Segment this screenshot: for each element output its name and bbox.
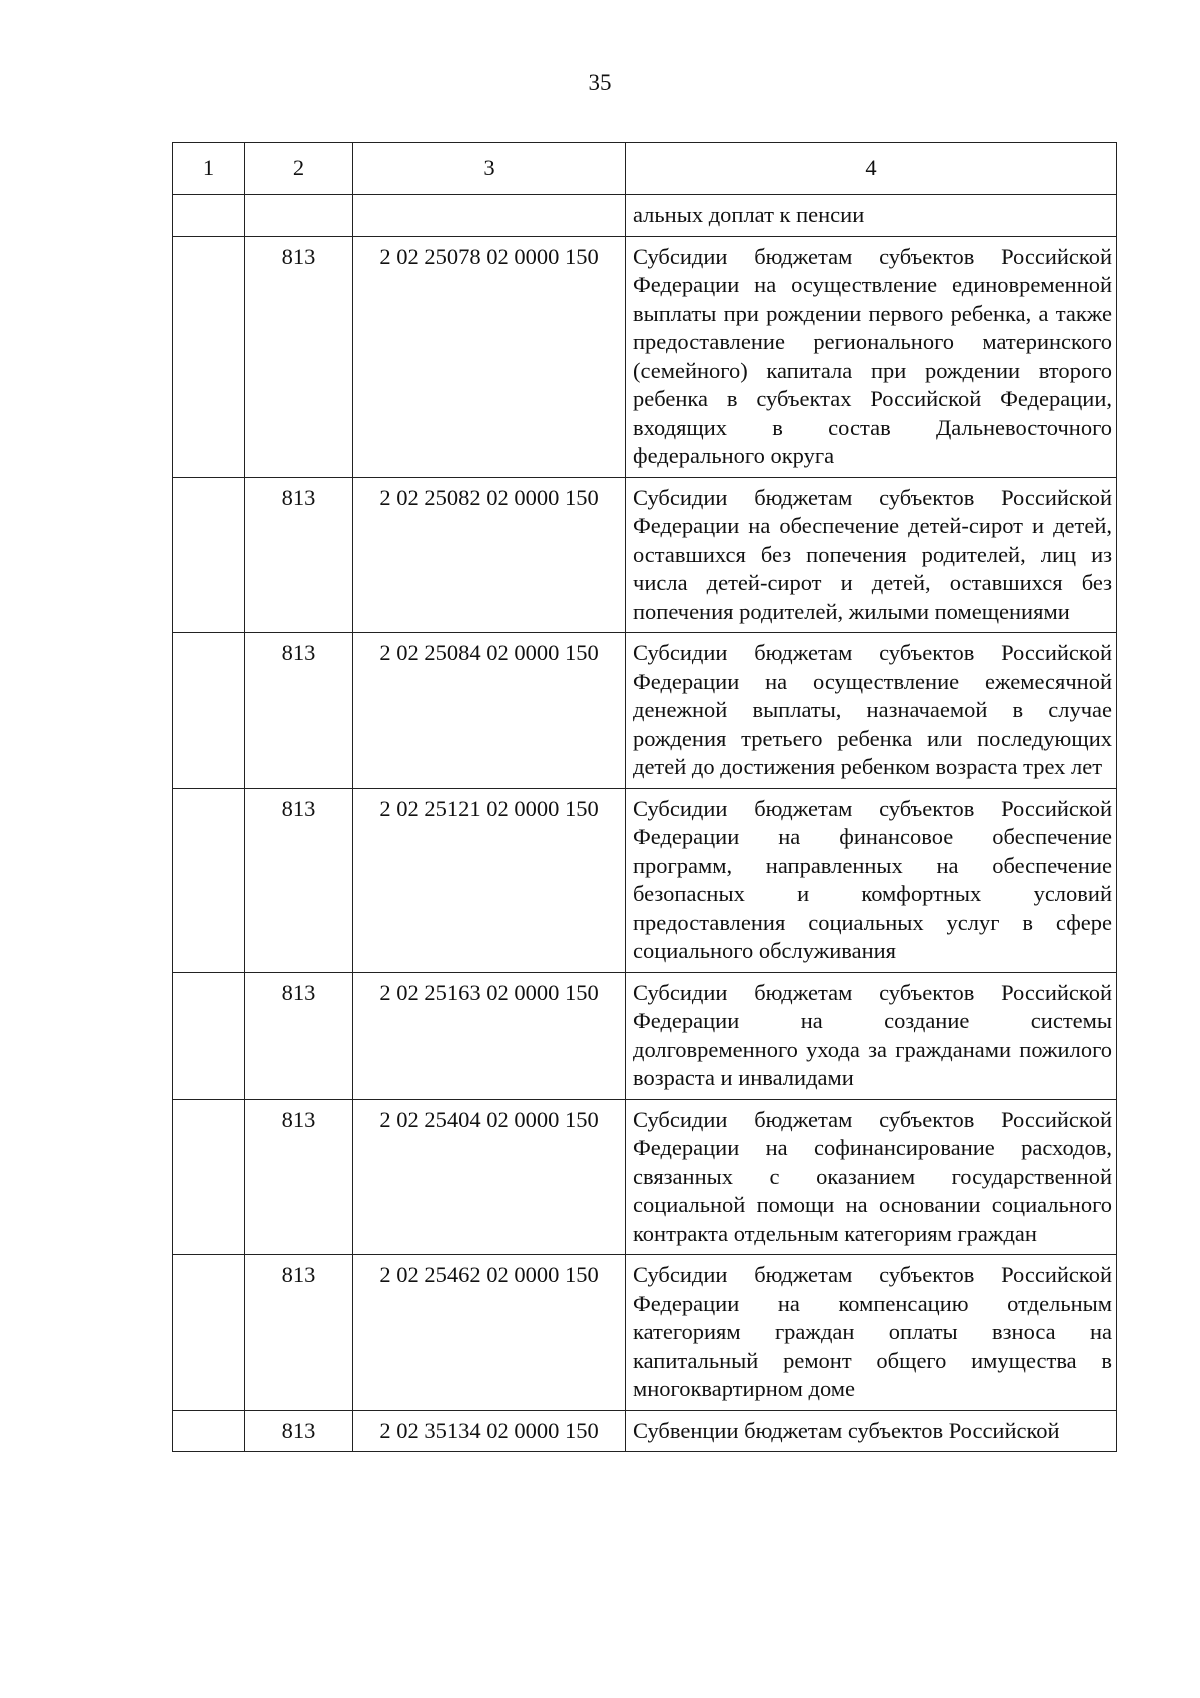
table-row: [173, 236, 1117, 477]
column-header-3: 3: [353, 143, 626, 195]
row-number-cell: [173, 972, 245, 1099]
admin-code-cell: 813: [245, 236, 353, 477]
admin-code-cell: 813: [245, 788, 353, 972]
budget-code-cell: 2 02 25082 02 0000 150: [353, 477, 626, 633]
table-row: [173, 788, 1117, 972]
admin-code-cell: [245, 195, 353, 237]
row-number-cell: [173, 1410, 245, 1452]
row-number-cell: [173, 1099, 245, 1255]
budget-code-cell: 2 02 25163 02 0000 150: [353, 972, 626, 1099]
table-row: [173, 633, 1117, 789]
budget-code-cell: 2 02 25121 02 0000 150: [353, 788, 626, 972]
table-row: [173, 477, 1117, 633]
row-number-cell: [173, 633, 245, 789]
budget-code-cell: 2 02 25078 02 0000 150: [353, 236, 626, 477]
description-cell: Субсидии бюджетам субъектов Российской Федерации на создание системы долговременного ухода за гражданами пожилого возраста и инвалидами: [626, 972, 1117, 1099]
row-number-cell: [173, 236, 245, 477]
description-cell: Субвенции бюджетам субъектов Российской: [626, 1410, 1117, 1452]
budget-code-cell: 2 02 35134 02 0000 150: [353, 1410, 626, 1452]
table-row: [173, 1255, 1117, 1411]
description-cell: Субсидии бюджетам субъектов Российской Федерации на осуществление единовременной выплаты при рождении первого ребенка, а также предоставление регионального материнского (семейного) капитала при рождении второго ребенка в субъектах Российской Федерации, входящих в состав Дальневосточного федерального округа: [626, 236, 1117, 477]
table-row: [173, 972, 1117, 1099]
admin-code-cell: 813: [245, 633, 353, 789]
table-header-row: [173, 143, 1117, 195]
row-number-cell: [173, 1255, 245, 1411]
table-row: [173, 195, 1117, 237]
table-row: [173, 1410, 1117, 1452]
budget-code-cell: 2 02 25084 02 0000 150: [353, 633, 626, 789]
budget-code-cell: [353, 195, 626, 237]
admin-code-cell: 813: [245, 1410, 353, 1452]
row-number-cell: [173, 477, 245, 633]
budget-code-cell: 2 02 25462 02 0000 150: [353, 1255, 626, 1411]
admin-code-cell: 813: [245, 477, 353, 633]
budget-codes-table: [172, 142, 1117, 1452]
budget-code-cell: 2 02 25404 02 0000 150: [353, 1099, 626, 1255]
description-cell: Субсидии бюджетам субъектов Российской Федерации на софинансирование расходов, связанных с оказанием государственной социальной помощи на основании социального контракта отдельным категориям граждан: [626, 1099, 1117, 1255]
row-number-cell: [173, 195, 245, 237]
description-cell: Субсидии бюджетам субъектов Российской Федерации на осуществление ежемесячной денежной выплаты, назначаемой в случае рождения третьего ребенка или последующих детей до достижения ребенком возраста трех лет: [626, 633, 1117, 789]
column-header-4: 4: [626, 143, 1117, 195]
row-number-cell: [173, 788, 245, 972]
admin-code-cell: 813: [245, 1099, 353, 1255]
page-number: 35: [588, 70, 612, 95]
admin-code-cell: 813: [245, 972, 353, 1099]
description-cell: Субсидии бюджетам субъектов Российской Федерации на компенсацию отдельным категориям граждан оплаты взноса на капитальный ремонт общего имущества в многоквартирном доме: [626, 1255, 1117, 1411]
admin-code-cell: 813: [245, 1255, 353, 1411]
column-header-2: 2: [245, 143, 353, 195]
description-cell: Субсидии бюджетам субъектов Российской Федерации на финансовое обеспечение программ, направленных на обеспечение безопасных и комфортных условий предоставления социальных услуг в сфере социального обслуживания: [626, 788, 1117, 972]
table-row: [173, 1099, 1117, 1255]
description-cell: альных доплат к пенсии: [626, 195, 1117, 237]
column-header-1: 1: [173, 143, 245, 195]
description-cell: Субсидии бюджетам субъектов Российской Федерации на обеспечение детей-сирот и детей, оставшихся без попечения родителей, лиц из числа детей-сирот и детей, оставшихся без попечения родителей, жилыми помещениями: [626, 477, 1117, 633]
